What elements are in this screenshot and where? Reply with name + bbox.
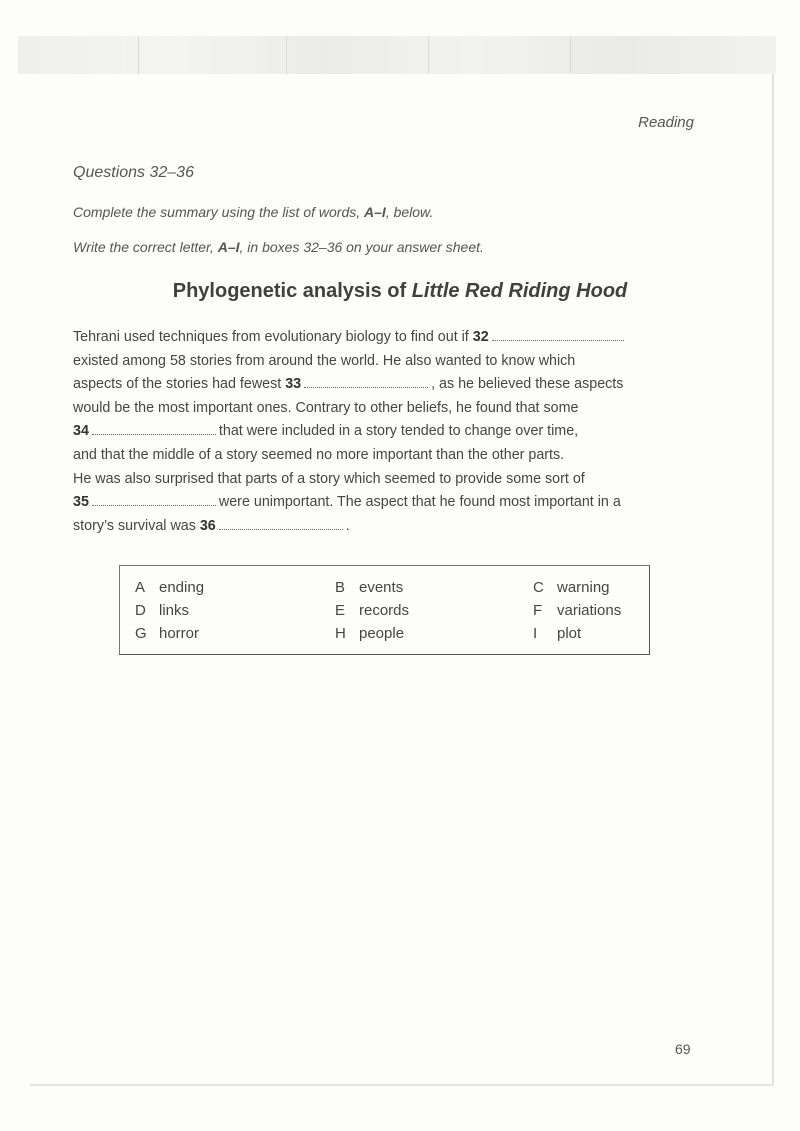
- summary-fragment: Tehrani used techniques from evolutionary biology to find out if: [73, 329, 473, 345]
- answer-gap-35[interactable]: [92, 504, 216, 506]
- answer-gap-33[interactable]: [304, 386, 428, 388]
- option-word: people: [359, 625, 405, 642]
- summary-fragment: existed among 58 stories from around the world. He also wanted to know which: [73, 352, 576, 369]
- questions-title: Questions 32–36: [73, 164, 194, 181]
- answer-gap-32[interactable]: [492, 339, 624, 341]
- summary-line: [73, 326, 703, 350]
- answer-gap-36[interactable]: [219, 528, 343, 530]
- gap-number-33: 33: [285, 376, 302, 393]
- summary-line: [73, 515, 703, 539]
- scan-mark: [138, 36, 139, 74]
- summary-fragment: story’s survival was: [73, 517, 200, 534]
- summary-fragment: were unimportant. The aspect that he found most important in a: [218, 494, 621, 511]
- running-head: Reading: [638, 114, 694, 131]
- option-word: horror: [159, 625, 200, 642]
- word-option: [533, 625, 581, 642]
- word-option: [135, 625, 199, 642]
- summary-fragment: that were included in a story tended to change over time,: [218, 423, 579, 440]
- gap-number-34: 34: [73, 423, 89, 440]
- instruction-complete: [73, 204, 433, 220]
- gap-number-36: 36: [199, 517, 216, 534]
- option-letter: B: [335, 579, 346, 596]
- instruction-text: Complete the summary using the list of words,: [73, 204, 365, 220]
- summary-fragment: , as he believed these aspects: [431, 376, 624, 393]
- gap-number-32: 32: [472, 329, 489, 345]
- scan-mark: [570, 36, 571, 74]
- word-option: [135, 602, 189, 619]
- page-number: 69: [675, 1041, 691, 1057]
- word-option: [335, 579, 403, 596]
- summary-line: [73, 444, 703, 468]
- summary-line: [73, 350, 703, 374]
- summary-line: [73, 373, 703, 397]
- scan-bottom-edge: [30, 1084, 774, 1086]
- option-letter: H: [335, 625, 346, 642]
- answer-gap-34[interactable]: [92, 433, 216, 435]
- instruction-range: A–I: [364, 204, 386, 220]
- scan-top-margin: [18, 36, 776, 74]
- word-option: [533, 579, 610, 596]
- summary-title-plain: Phylogenetic analysis of: [172, 280, 412, 302]
- instruction-write: [73, 239, 484, 255]
- summary-line: [73, 491, 703, 515]
- word-option: [335, 602, 409, 619]
- word-option: [135, 579, 204, 596]
- option-letter: G: [135, 625, 147, 642]
- summary-title: [0, 280, 800, 303]
- summary-fragment: and that the middle of a story seemed no more important than the other parts.: [73, 446, 565, 463]
- summary-text: [73, 326, 703, 538]
- option-word: ending: [159, 579, 205, 596]
- option-word: records: [359, 602, 410, 619]
- word-option: [533, 602, 621, 619]
- scan-right-edge: [772, 74, 774, 1084]
- option-letter: C: [533, 579, 544, 596]
- word-list-box: [119, 565, 650, 655]
- scan-mark: [286, 36, 287, 74]
- instruction-range: A–I: [217, 239, 240, 255]
- summary-fragment: aspects of the stories had fewest: [73, 376, 286, 393]
- option-word: plot: [557, 625, 582, 642]
- option-letter: D: [135, 602, 146, 619]
- instruction-text: Write the correct letter,: [73, 239, 218, 255]
- option-word: warning: [557, 579, 610, 596]
- summary-line: [73, 420, 703, 444]
- summary-fragment: would be the most important ones. Contrary to other beliefs, he found that some: [73, 399, 579, 416]
- word-option: [335, 625, 404, 642]
- summary-line: [73, 468, 703, 492]
- summary-fragment: He was also surprised that parts of a story which seemed to provide some sort of: [73, 470, 585, 487]
- option-letter: F: [533, 602, 543, 619]
- gap-number-35: 35: [73, 494, 89, 511]
- option-word: events: [359, 579, 404, 596]
- option-letter: E: [335, 602, 346, 619]
- option-letter: I: [533, 625, 538, 642]
- summary-line: [73, 397, 703, 421]
- option-letter: A: [135, 579, 146, 596]
- option-word: links: [159, 602, 190, 619]
- instruction-text: , in boxes 32–36 on your answer sheet.: [239, 239, 484, 255]
- summary-fragment: .: [345, 517, 350, 534]
- scan-mark: [428, 36, 429, 74]
- summary-title-italic: Little Red Riding Hood: [411, 280, 628, 302]
- instruction-text: , below.: [385, 204, 434, 220]
- option-word: variations: [557, 602, 622, 619]
